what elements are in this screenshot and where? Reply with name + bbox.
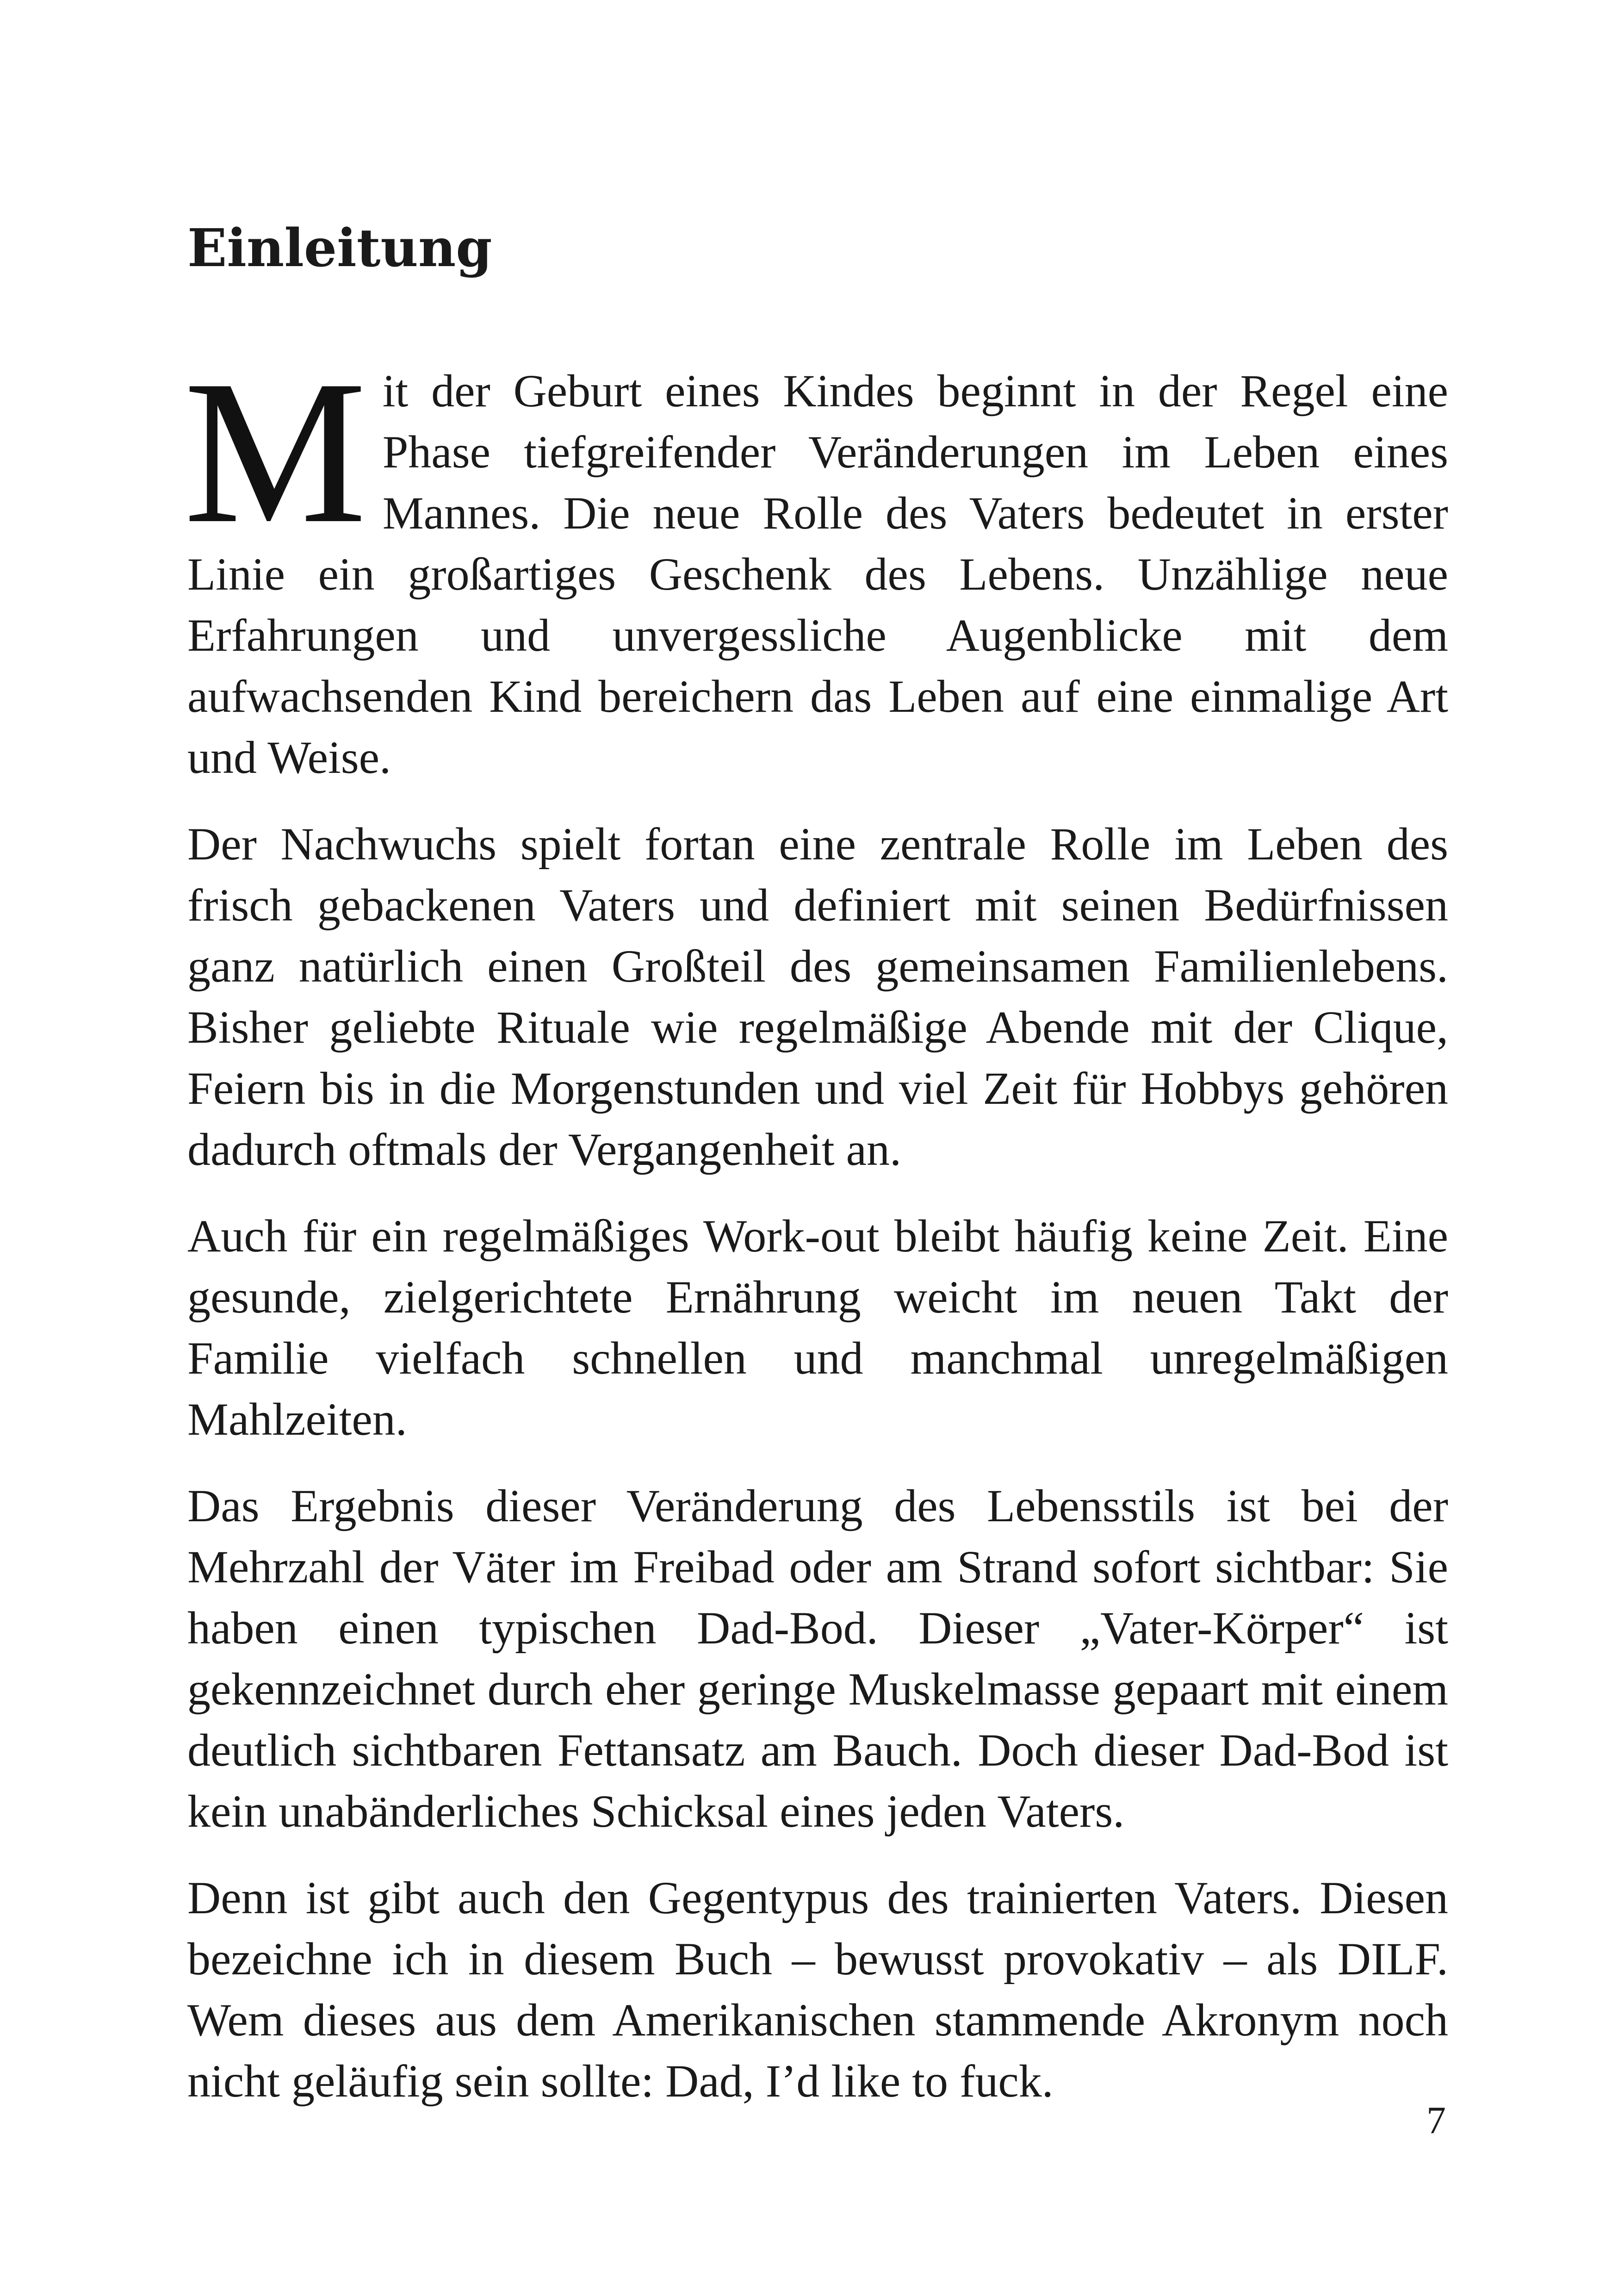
paragraph-1 xyxy=(184,338,1448,788)
paragraph-3: Auch für ein regelmäßiges Work-out bleibt häufig keine Zeit. Eine gesunde, zielgerichtete Ernährung weicht im neuen Takt der Familie vielfach schnellen und manchmal unregelmäßigen Mahlzeiten. xyxy=(187,1210,1448,1445)
paragraph-5: Denn ist gibt auch den Gegentypus des trainierten Vaters. Diesen bezeichne ich in diesem Buch – bewusst provokativ – als DILF. Wem dieses aus dem Amerikanischen stammende Akronym noch nicht geläufig sein sollte: Dad, I’d like to fuck. xyxy=(187,1872,1448,2107)
chapter-title: Einleitung xyxy=(187,218,492,279)
paragraph-2: Der Nachwuchs spielt fortan eine zentrale Rolle im Leben des frisch gebackenen Vaters und definiert mit seinen Bedürfnissen ganz natürlich einen Großteil des gemeinsamen Familienlebens. Bisher geliebte Rituale wie regelmäßige Abende mit der Clique, Feiern bis in die Morgenstunden und viel Zeit für Hobbys gehören dadurch oftmals der Vergangenheit an. xyxy=(187,818,1448,1176)
paragraph-1-text: it der Geburt eines Kindes beginnt in der Regel eine Phase tiefgreifender Veränderungen im Leben eines Mannes. Die neue Rolle des Vaters bedeutet in erster Linie ein großartiges Geschenk des Lebens. Unzählige neue Erfahrungen und unvergessliche Augenblicke mit dem aufwachsenden Kind bereichern das Leben auf eine einmalige Art und Weise. xyxy=(187,365,1448,784)
drop-cap: M xyxy=(184,338,367,566)
page-number: 7 xyxy=(1426,2099,1446,2142)
paragraph-4: Das Ergebnis dieser Veränderung des Lebensstils ist bei der Mehrzahl der Väter im Freibad oder am Strand sofort sichtbar: Sie haben einen typischen Dad-Bod. Dieser „Vater-Körper“ ist gekennzeichnet durch eher geringe Muskelmasse gepaart mit einem deutlich sichtbaren Fettansatz am Bauch. Doch dieser Dad-Bod ist kein unabänderliches Schicksal eines jeden Vaters. xyxy=(187,1480,1448,1837)
body-text xyxy=(184,338,1448,2112)
page-content xyxy=(184,218,1448,2137)
